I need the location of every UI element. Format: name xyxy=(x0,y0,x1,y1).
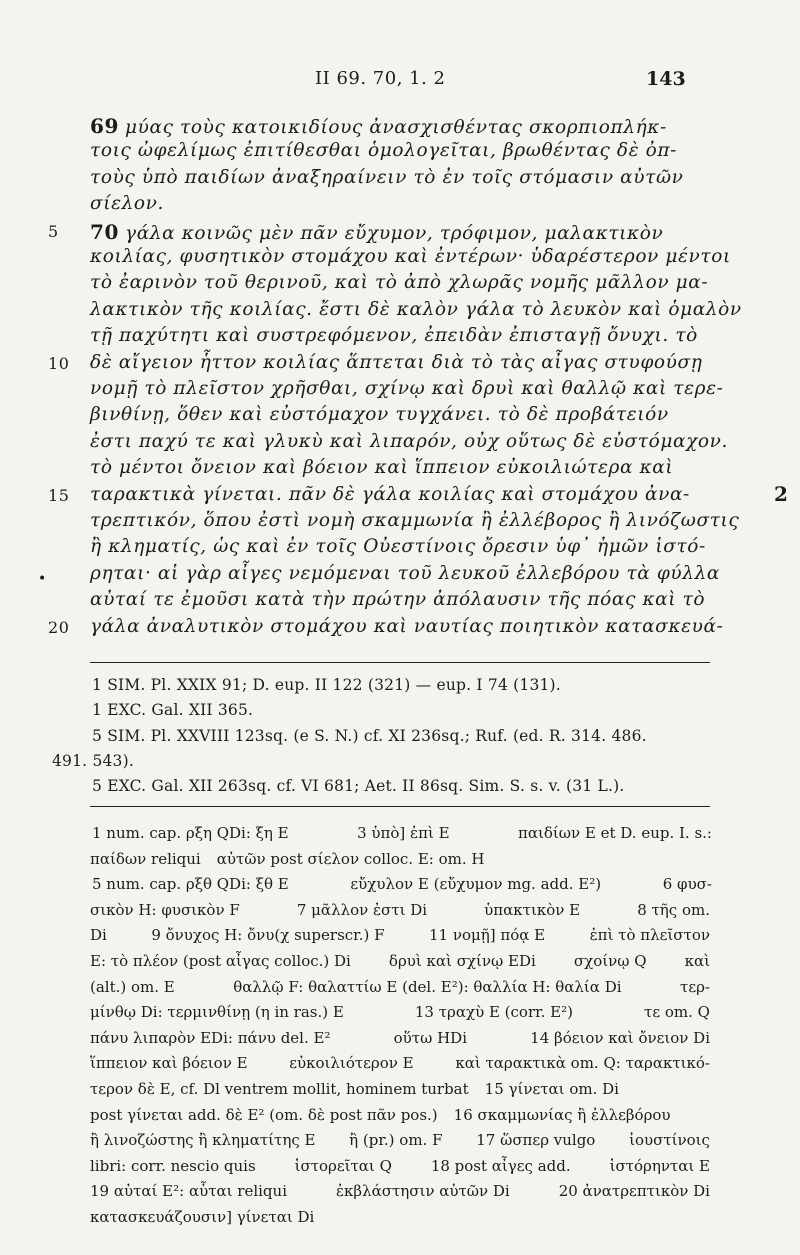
apparatus-entry: (alt.) om. E xyxy=(90,977,175,996)
apparatus-entry: οὕτω HDi xyxy=(393,1028,467,1047)
line-text: τοις ὠφελίμως ἐπιτίθεσθαι ὁμολογεῖται, βρωθέντας δὲ ὀπ- xyxy=(90,140,678,162)
apparatus-entry: εὔχυλον E (εὔχυμον mg. add. E²) xyxy=(350,875,602,894)
apparatus-entry: post γίνεται add. δὲ E² (om. δὲ post πᾶν pos.) xyxy=(90,1105,438,1124)
apparatus-line xyxy=(90,1208,710,1234)
line-text: τὸ μέντοι ὄνειον καὶ βόειον καὶ ἵππειον εὐκοιλιώτερα καὶ xyxy=(90,457,674,479)
running-head xyxy=(0,68,800,98)
line-text: γάλα κοινῶς μὲν πᾶν εὔχυμον, τρόφιμον, μαλακτικὸν xyxy=(125,222,664,244)
text-line xyxy=(90,167,683,197)
margin-dot: • xyxy=(38,570,47,587)
line-text: ταρακτικὰ γίνεται. πᾶν δὲ γάλα κοιλίας καὶ στομάχου ἀνα- xyxy=(90,483,690,505)
rule-apparatus xyxy=(90,806,710,807)
apparatus-entry: 1 num. cap. ρξη QDi: ξη E xyxy=(92,824,289,842)
apparatus-line xyxy=(90,1182,710,1208)
apparatus-line xyxy=(90,850,710,876)
apparatus-entry: ἐπὶ τὸ πλεῖστον xyxy=(589,926,710,945)
line-text: σίελον. xyxy=(90,193,164,215)
page-number: 143 xyxy=(646,68,686,90)
apparatus-line xyxy=(90,978,710,1004)
line-text: δὲ αἴγειον ἧττον κοιλίας ἅπτεται διὰ τὸ τὰς αἶγας στυφούσῃ xyxy=(90,351,703,373)
apparatus-entry: ἢ (pr.) om. F xyxy=(349,1131,443,1150)
line-text: ἢ κληματίς, ὡς καὶ ἐν τοῖς Οὐεστίνοις ὄρεσιν ὑφ᾽ ἡμῶν ἱστό- xyxy=(90,536,706,558)
apparatus-entry: 14 βόειον καὶ ὄνειον Di xyxy=(530,1028,710,1047)
apparatus-entry: 11 νομῇ] πόᾳ E xyxy=(429,926,546,945)
testimonia-line: 491. 543). xyxy=(52,751,134,770)
apparatus-entry: παιδίων E et D. eup. I. s.: xyxy=(518,824,712,842)
line-text: ρηται· αἱ γὰρ αἶγες νεμόμεναι τοῦ λευκοῦ ἐλλεβόρου τὰ φύλλα xyxy=(90,562,720,584)
margin-section-mark: 2 xyxy=(774,481,788,506)
testimonia-line: 5 SIM. Pl. XXVIII 123sq. (e S. N.) cf. XI 236sq.; Ruf. (ed. R. 314. 486. xyxy=(92,726,647,745)
apparatus-entry: 5 num. cap. ρξθ QDi: ξθ E xyxy=(92,875,289,894)
apparatus-entry: παίδων reliqui xyxy=(90,849,201,868)
apparatus-entry: δρυὶ καὶ σχίνῳ EDi xyxy=(388,952,536,970)
apparatus-line xyxy=(90,1029,710,1055)
line-number: 10 xyxy=(48,353,70,373)
apparatus-line xyxy=(90,926,710,952)
apparatus-line xyxy=(90,901,710,927)
apparatus-entry: πάνυ λιπαρὸν EDi: πάνυ del. E² xyxy=(90,1028,331,1047)
apparatus-entry: 20 ἀνατρεπτικὸν Di xyxy=(558,1182,710,1201)
apparatus-entry: 13 τραχὺ E (corr. E²) xyxy=(414,1003,573,1022)
line-text: γάλα ἀναλυτικὸν στομάχου καὶ ναυτίας ποιητικὸν κατασκευά- xyxy=(90,615,724,637)
line-number: 20 xyxy=(48,617,70,637)
line-text: τῇ παχύτητι καὶ συστρεφόμενον, ἐπειδὰν ἐπισταγῇ ὄνυχι. τὸ xyxy=(90,325,698,347)
apparatus-entry: Di xyxy=(90,926,107,945)
apparatus-line xyxy=(92,875,712,901)
apparatus-entry: ἱστόρηνται E xyxy=(609,1156,710,1175)
chapter-number: 70 xyxy=(90,219,120,244)
apparatus-entry: τε om. Q xyxy=(644,1003,710,1022)
apparatus-line xyxy=(90,1054,710,1080)
apparatus-entry: 17 ὥσπερ vulgo xyxy=(476,1131,596,1150)
apparatus-entry: ἰουστίνοις xyxy=(629,1131,710,1150)
line-text: τὸ ἐαρινὸν τοῦ θερινοῦ, καὶ τὸ ἀπὸ χλωρᾶς νομῆς μᾶλλον μα- xyxy=(90,272,709,294)
apparatus-entry: 3 ὑπὸ] ἐπὶ E xyxy=(357,824,450,842)
line-text: βινθίνῃ, ὅθεν καὶ εὐστόμαχον τυγχάνει. τὸ δὲ προβάτειόν xyxy=(90,404,669,426)
apparatus-entry: κατασκευάζουσιν] γίνεται Di xyxy=(90,1208,315,1226)
line-text: μύας τοὺς κατοικιδίους ἀνασχισθέντας σκορπιοπλήκ- xyxy=(125,117,667,138)
apparatus-entry: E: τὸ πλέον (post αἶγας colloc.) Di xyxy=(90,952,351,970)
section-reference: II 69. 70, 1. 2 xyxy=(315,68,446,89)
apparatus-entry: 15 γίνεται om. Di xyxy=(484,1080,619,1098)
testimonia-line: 1 SIM. Pl. XXIX 91; D. eup. II 122 (321) — eup. I 74 (131). xyxy=(92,676,561,694)
apparatus-entry: 7 μᾶλλον ἐστι Di xyxy=(296,900,428,919)
apparatus-line xyxy=(90,1080,710,1106)
apparatus-entry: 18 post αἶγες add. xyxy=(430,1156,571,1175)
apparatus-entry: σχοίνῳ Q xyxy=(573,952,647,970)
apparatus-entry: ἱστορεῖται Q xyxy=(294,1156,392,1175)
testimonia-line: 1 EXC. Gal. XII 365. xyxy=(92,701,254,720)
rule-testimonia xyxy=(90,662,710,663)
apparatus-line xyxy=(90,952,710,978)
apparatus-entry: 16 σκαμμωνίας ἢ ἐλλεβόρου xyxy=(453,1105,671,1124)
text-line xyxy=(48,615,724,646)
line-text: λακτικὸν τῆς κοιλίας. ἔστι δὲ καλὸν γάλα τὸ λευκὸν καὶ ὁμαλὸν xyxy=(90,298,742,320)
apparatus-entry: ἵππειον καὶ βόειον E xyxy=(90,1054,248,1073)
apparatus-entry: ἢ λινοζώστης ἢ κληματίτης E xyxy=(90,1131,316,1150)
line-text: αὐταί τε ἐμοῦσι κατὰ τὴν πρώτην ἀπόλαυσιν τῆς πόας καὶ τὸ xyxy=(90,589,706,611)
apparatus-line xyxy=(92,824,712,850)
apparatus-entry: 6 φυσ- xyxy=(662,875,712,894)
chapter-number: 69 xyxy=(90,114,120,138)
apparatus-entry: τερ- xyxy=(680,977,710,996)
line-text: ἐστι παχύ τε καὶ γλυκὺ καὶ λιπαρόν, οὐχ οὕτως δὲ εὐστόμαχον. xyxy=(90,430,728,452)
apparatus-entry: ὑπακτικὸν E xyxy=(484,900,581,919)
apparatus-line xyxy=(90,1157,710,1183)
apparatus-line xyxy=(90,1131,710,1157)
apparatus-entry: μίνθῳ Di: τερμινθίνῃ (η in ras.) E xyxy=(90,1003,344,1022)
apparatus-entry: αὐτῶν post σίελον colloc. E: om. H xyxy=(216,849,485,868)
line-text: τρεπτικόν, ὅπου ἐστὶ νομὴ σκαμμωνία ἢ ἐλλέβορος ἢ λινόζωστις xyxy=(90,510,740,531)
line-text: νομῇ τὸ πλεῖστον χρῆσθαι, σχίνῳ καὶ δρυὶ καὶ θαλλῷ καὶ τερε- xyxy=(90,378,724,399)
line-number: 5 xyxy=(48,221,59,241)
apparatus-entry: θαλλῷ F: θαλαττίω E (del. E²): θαλλία H: θαλία Di xyxy=(233,977,622,996)
apparatus-entry: ἐκβλάστησιν αὐτῶν Di xyxy=(335,1182,510,1201)
line-text: τοὺς ὑπὸ παιδίων ἀναξηραίνειν τὸ ἐν τοῖς στόμασιν αὐτῶν xyxy=(90,166,684,188)
testimonia-line: 5 EXC. Gal. XII 263sq. cf. VI 681; Aet. II 86sq. Sim. S. s. v. (31 L.). xyxy=(92,777,625,796)
line-number: 15 xyxy=(48,485,70,505)
apparatus-entry: 8 τῆς om. xyxy=(637,900,710,919)
apparatus-entry: καὶ xyxy=(684,952,710,970)
apparatus-entry: 19 αὐταί E²: αὗται reliqui xyxy=(90,1182,287,1201)
line-text: κοιλίας, φυσητικὸν στομάχου καὶ ἐντέρων· ὑδαρέστερον μέντοι xyxy=(90,246,731,267)
apparatus-entry: σικὸν H: φυσικὸν F xyxy=(90,900,240,919)
apparatus-entry: libri: corr. nescio quis xyxy=(90,1156,256,1175)
apparatus-entry: τερον δὲ E, cf. Dl ventrem mollit, hominem turbat xyxy=(90,1080,469,1098)
apparatus-entry: καὶ ταρακτικὰ om. Q: ταρακτικό- xyxy=(455,1054,710,1073)
apparatus-entry: εὐκοιλιότερον E xyxy=(289,1054,414,1073)
apparatus-line xyxy=(90,1106,710,1132)
apparatus-line xyxy=(90,1003,710,1029)
apparatus-entry: 9 ὄνυχος H: ὄνυ(χ superscr.) F xyxy=(151,926,385,945)
